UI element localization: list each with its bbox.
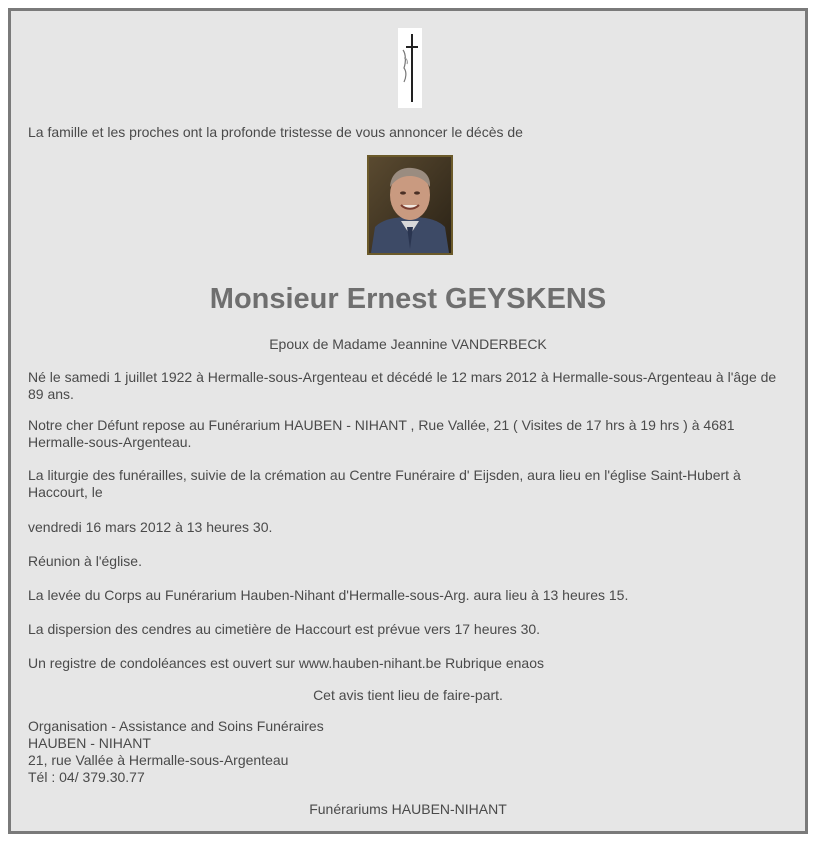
cross-icon [398, 28, 422, 108]
organisation-title: Organisation - Assistance and Soins Funéraires [28, 718, 324, 734]
deceased-name: Monsieur Ernest GEYSKENS [209, 283, 607, 315]
spouse-line: Epoux de Madame Jeannine VANDERBECK [269, 336, 547, 352]
deceased-portrait [367, 155, 453, 255]
dispersion-paragraph: La dispersion des cendres au cimetière de Haccourt est prévue vers 17 heures 30. [28, 621, 541, 637]
birth-death-paragraph: Né le samedi 1 juillet 1922 à Hermalle-sous-Argenteau et décédé le 12 mars 2012 à Hermalle-sous-Argenteau à l'âge de 89 ans. [28, 369, 777, 402]
levee-paragraph: La levée du Corps au Funérarium Hauben-Nihant d'Hermalle-sous-Arg. aura lieu à 13 heures 15. [28, 587, 629, 603]
meeting-line: Réunion à l'église. [28, 553, 142, 569]
organisation-address: 21, rue Vallée à Hermalle-sous-Argenteau [28, 752, 289, 768]
ceremony-date: vendredi 16 mars 2012 à 13 heures 30. [28, 519, 273, 535]
footer-signature: Funérariums HAUBEN-NIHANT [309, 801, 507, 817]
rest-paragraph: Notre cher Défunt repose au Funérarium HAUBEN - NIHANT , Rue Vallée, 21 ( Visites de 17 hrs à 19 hrs ) à 4681 Hermalle-sous-Argenteau. [28, 417, 735, 450]
organisation-phone: Tél : 04/ 379.30.77 [28, 769, 145, 785]
organisation-block [28, 718, 788, 786]
organisation-name: HAUBEN - NIHANT [28, 735, 151, 751]
obituary-frame [8, 8, 808, 834]
intro-text: La famille et les proches ont la profonde tristesse de vous annoncer le décès de [28, 124, 523, 140]
notice-line: Cet avis tient lieu de faire-part. [313, 687, 503, 703]
liturgy-paragraph: La liturgie des funérailles, suivie de la crémation au Centre Funéraire d' Eijsden, aura lieu en l'église Saint-Hubert à Haccourt, le [28, 467, 741, 500]
register-paragraph: Un registre de condoléances est ouvert sur www.hauben-nihant.be Rubrique enaos [28, 655, 544, 671]
